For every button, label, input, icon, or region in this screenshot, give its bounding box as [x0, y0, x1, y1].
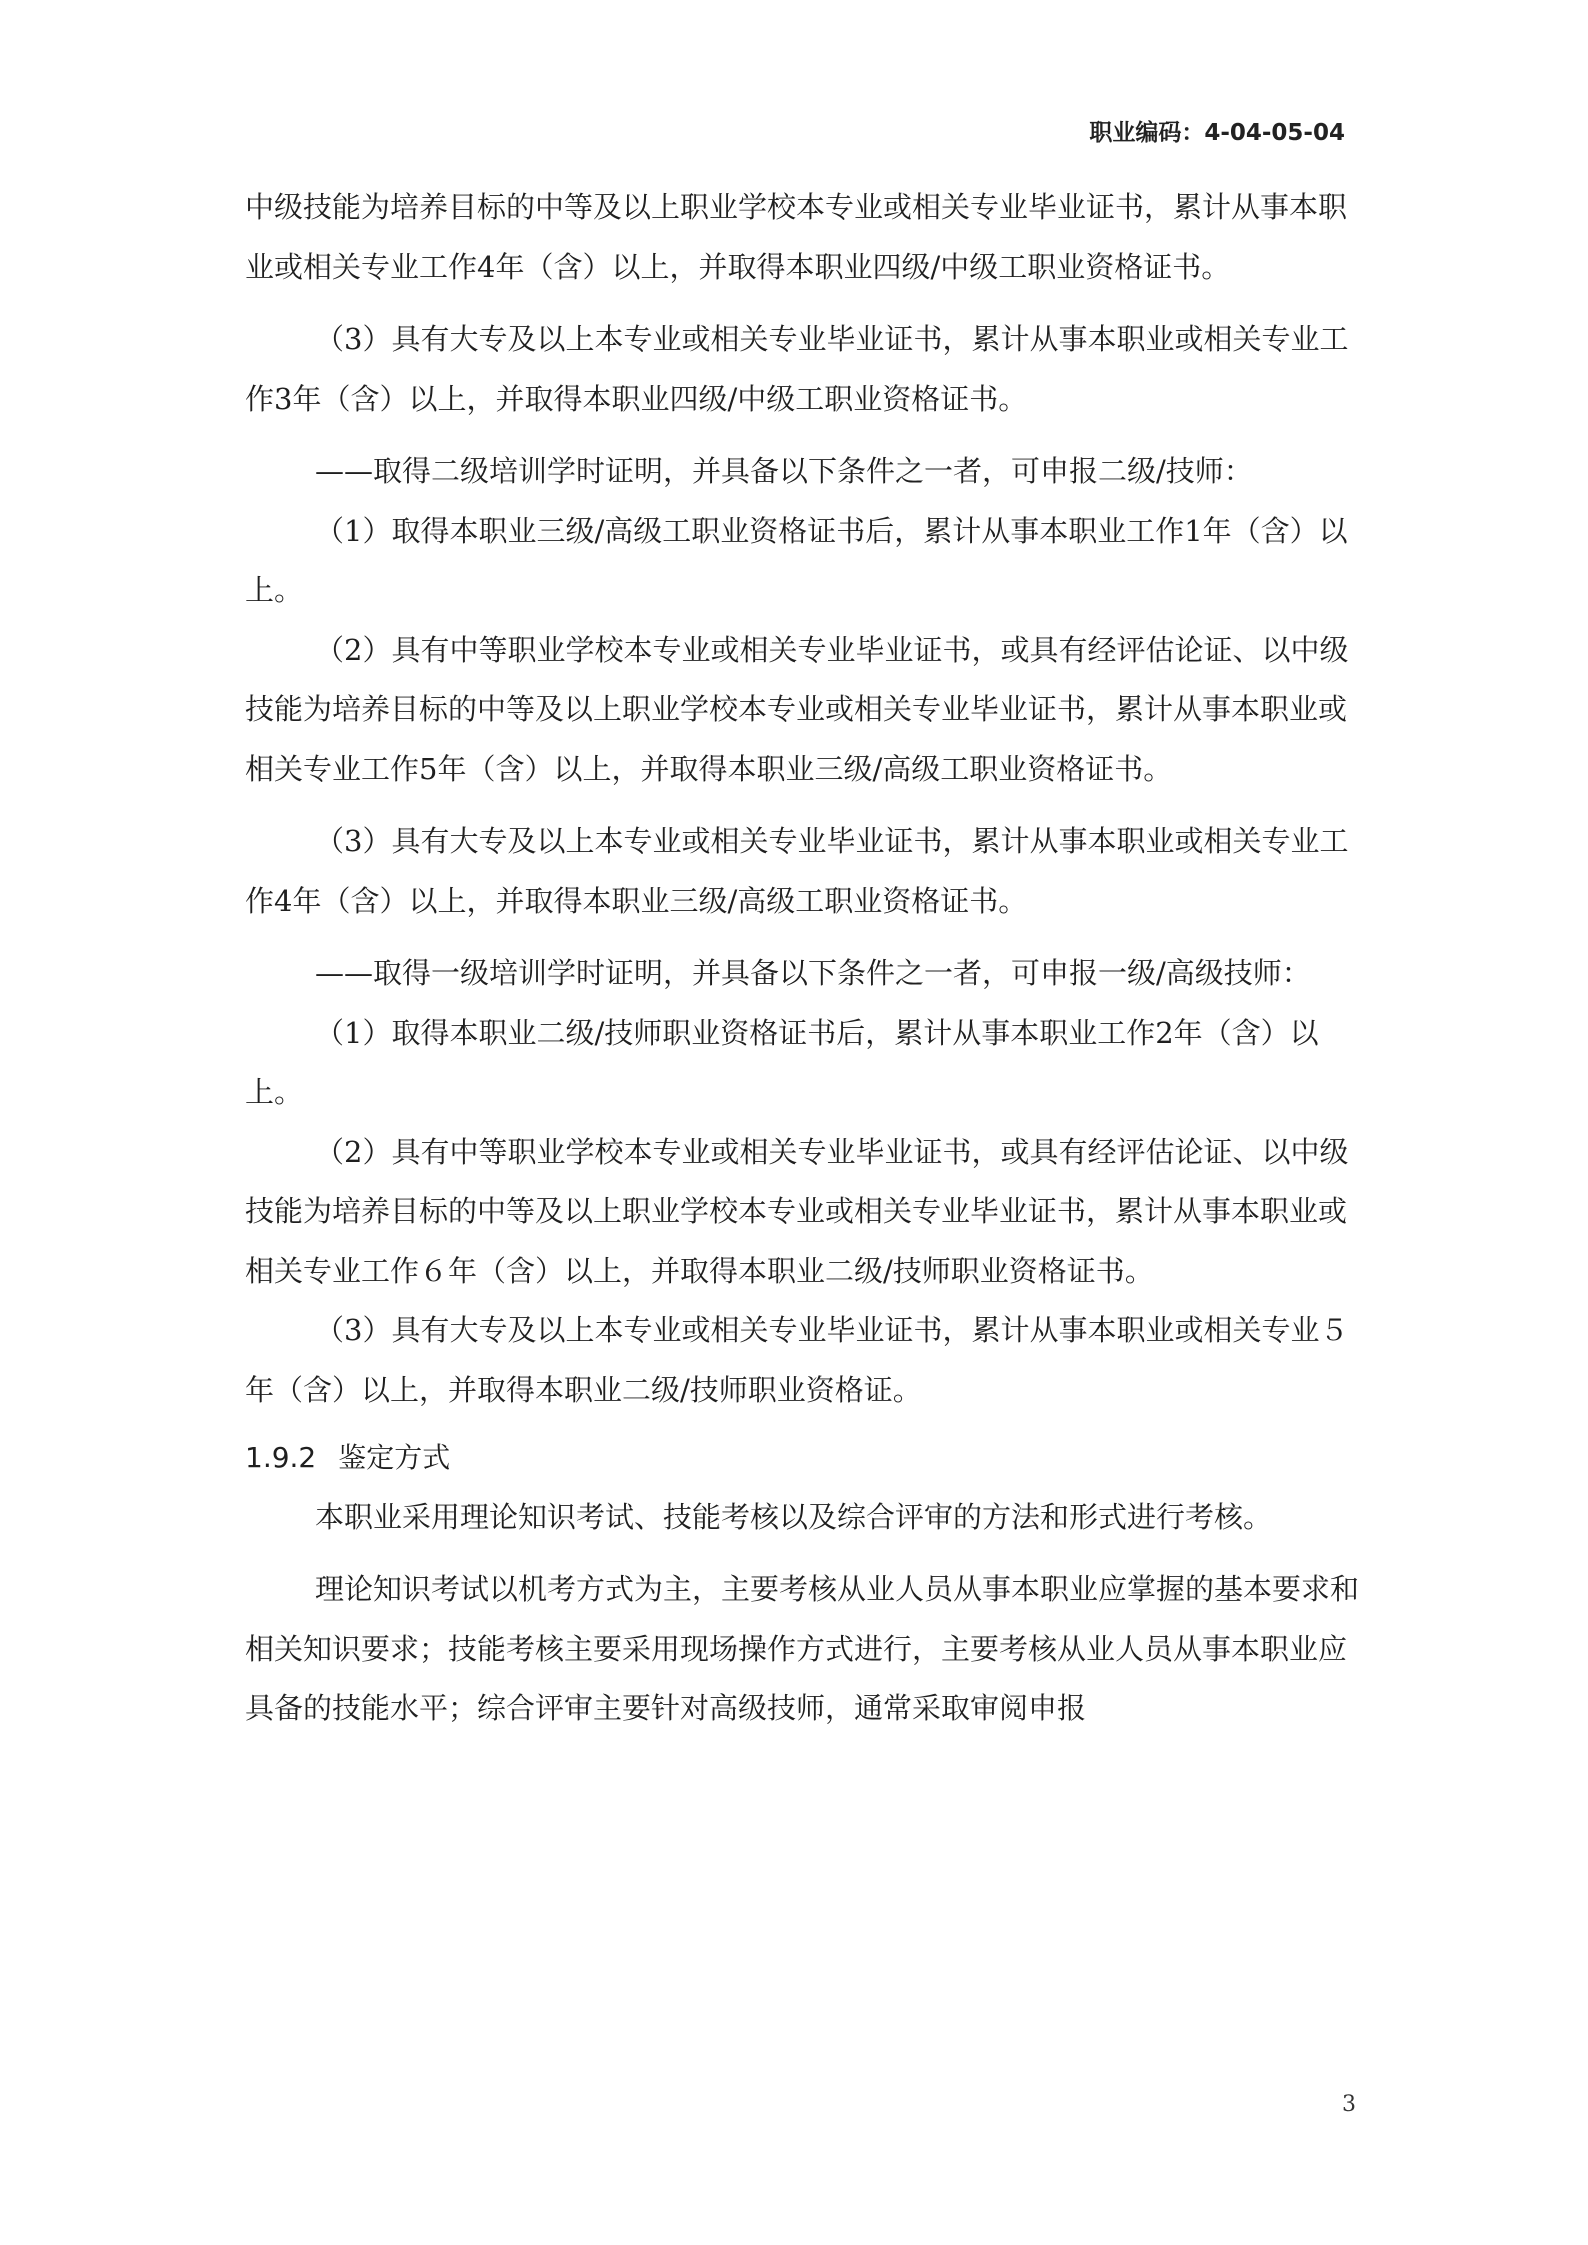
paragraph: 中级技能为培养目标的中等及以上职业学校本专业或相关专业毕业证书，累计从事本职业或相关专业工作4年（含）以上，并取得本职业四级/中级工职业资格证书。: [245, 190, 1348, 284]
paragraph: （2）具有中等职业学校本专业或相关专业毕业证书，或具有经评估论证、以中级技能为培养目标的中等及以上职业学校本专业或相关专业毕业证书，累计从事本职业或相关专业工作5年（含）以上，并取得本职业三级/高级工职业资格证书。: [245, 632, 1349, 786]
document-body: [245, 178, 1375, 1739]
paragraph: （1）取得本职业三级/高级工职业资格证书后，累计从事本职业工作1年（含）以上。: [245, 513, 1348, 607]
paragraph: （3）具有大专及以上本专业或相关专业毕业证书，累计从事本职业或相关专业工作4年（含）以上，并取得本职业三级/高级工职业资格证书。: [245, 824, 1349, 918]
paragraph: （1）取得本职业二级/技师职业资格证书后，累计从事本职业工作2年（含）以上。: [245, 1015, 1319, 1109]
paragraph: ——取得二级培训学时证明，并具备以下条件之一者，可申报二级/技师：: [315, 454, 1253, 488]
paragraph: （2）具有中等职业学校本专业或相关专业毕业证书，或具有经评估论证、以中级技能为培养目标的中等及以上职业学校本专业或相关专业毕业证书，累计从事本职业或相关专业工作６年（含）以上，并取得本职业二级/技师职业资格证书。: [245, 1134, 1349, 1288]
paragraph: 理论知识考试以机考方式为主，主要考核从业人员从事本职业应掌握的基本要求和相关知识要求；技能考核主要采用现场操作方式进行，主要考核从业人员从事本职业应具备的技能水平；综合评审主要针对高级技师，通常采取审阅申报: [245, 1572, 1360, 1725]
paragraph: ——取得一级培训学时证明，并具备以下条件之一者，可申报一级/高级技师：: [315, 956, 1311, 990]
page-number: 3: [1342, 2092, 1356, 2117]
paragraph: （3）具有大专及以上本专业或相关专业毕业证书，累计从事本职业或相关专业工作3年（含）以上，并取得本职业四级/中级工职业资格证书。: [245, 322, 1349, 416]
paragraph: 本职业采用理论知识考试、技能考核以及综合评审的方法和形式进行考核。: [315, 1499, 1273, 1534]
paragraph: （3）具有大专及以上本专业或相关专业毕业证书，累计从事本职业或相关专业５年（含）以上，并取得本职业二级/技师职业资格证。: [245, 1313, 1349, 1407]
section-heading: [245, 1428, 1375, 1488]
section-title: 鉴定方式: [338, 1441, 451, 1474]
occupation-code-header: 职业编码：4-04-05-04: [1089, 120, 1345, 146]
section-number: 1.9.2: [245, 1441, 317, 1474]
